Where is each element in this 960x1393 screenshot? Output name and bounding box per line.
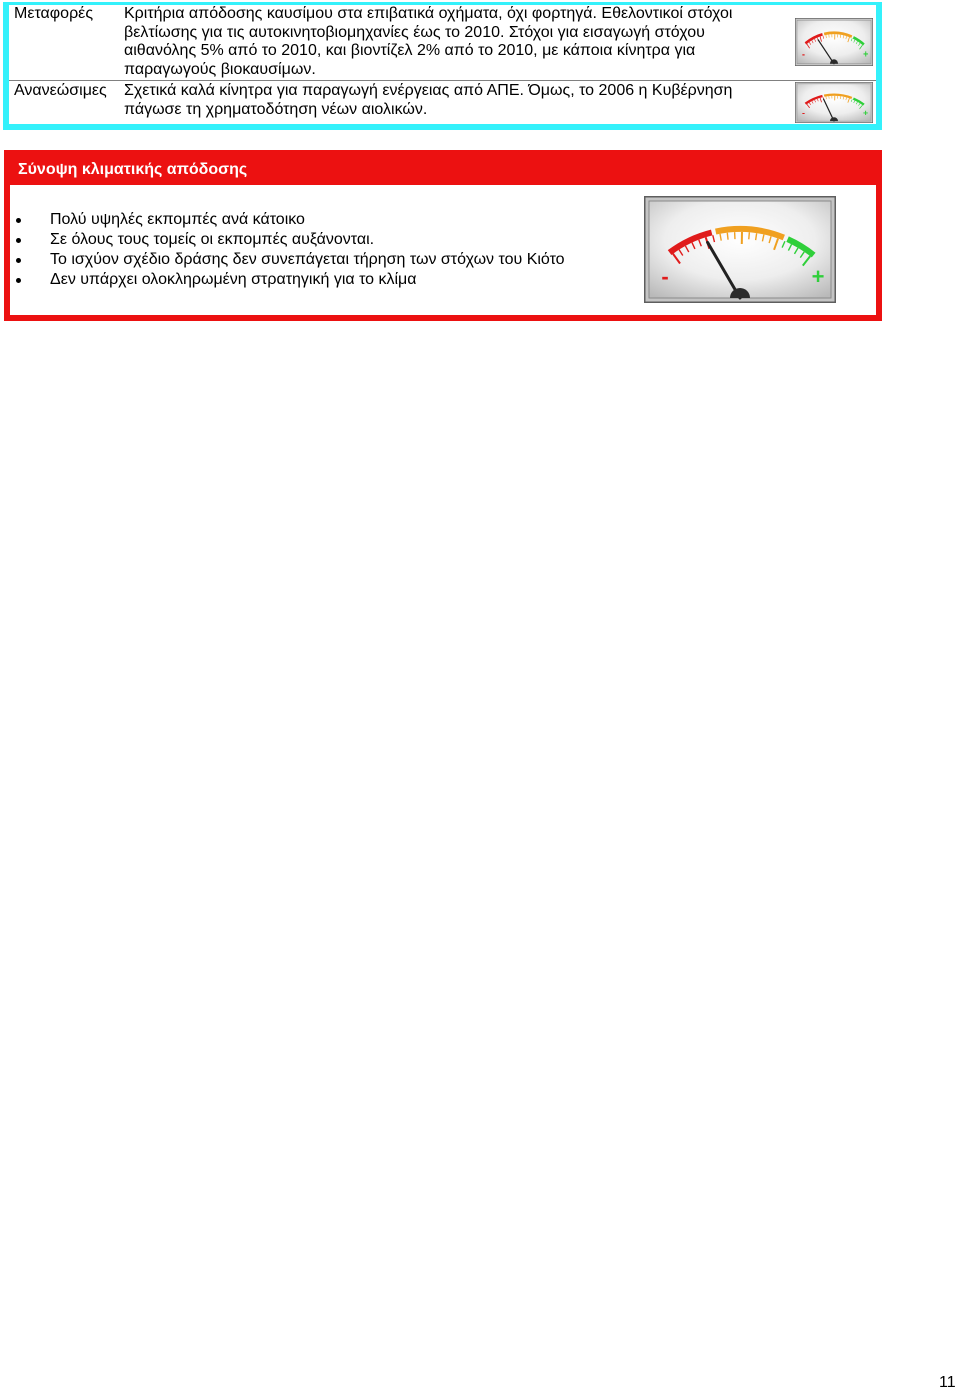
overall-climate-gauge [644,196,836,303]
gauge-tick [749,232,750,239]
summary-title: Σύνοψη κλιματικής απόδοσης [18,160,247,180]
gauge-plus-label: + [863,48,869,60]
list-item-text: Το ισχύον σχέδιο δράσης δεν συνεπάγεται τήρηση των στόχων του Κιότο [50,250,565,270]
renewables-performance-gauge [795,82,873,123]
transport-performance-gauge [795,18,873,66]
list-item-text: Πολύ υψηλές εκπομπές ανά κάτοικο [50,210,305,230]
bullet-dot-icon [16,218,21,223]
gauge-minus-label: - [802,48,805,60]
row-description-transport [124,5,732,80]
gauge-plus-label: + [812,264,825,289]
description-line: παραγωγούς βιοκαυσίμων. [124,61,732,80]
climate-performance-summary [4,150,882,321]
sector-performance-table [3,2,882,130]
description-line: αιθανόλης 5% από το 2010, και βιοντίζελ 2% από το 2010, με κάποια κίνητρα για [124,42,732,61]
description-line: Κριτήρια απόδοσης καυσίμου στα επιβατικά οχήματα, όχι φορτηγά. Εθελοντικοί στόχοι [124,5,732,24]
bullet-dot-icon [16,278,21,283]
page-number: 11 [939,1373,956,1393]
summary-header [10,150,876,185]
description-line: βελτίωσης για τις αυτοκινητοβιομηχανίες έως το 2010. Στόχοι για εισαγωγή στόχου [124,24,732,43]
list-item [10,270,610,290]
summary-bullet-list [10,210,610,290]
bullet-dot-icon [16,258,21,263]
list-item [10,230,610,250]
list-item [10,250,610,270]
row-description-renewables [124,82,732,119]
description-line: Σχετικά καλά κίνητρα για παραγωγή ενέργειας από ΑΠΕ. Όμως, το 2006 η Κυβέρνηση [124,82,732,101]
gauge-plus-label: + [863,108,868,118]
bullet-dot-icon [16,238,21,243]
row-label-renewables: Ανανεώσιμες [14,82,107,101]
gauge-minus-label: - [661,264,668,289]
description-line: πάγωσε τη χρηματοδότηση νέων αιολικών. [124,101,732,120]
table-row-renewables [9,81,876,124]
table-row-transport [9,5,876,80]
gauge-tick [727,233,728,240]
list-item-text: Δεν υπάρχει ολοκληρωμένη στρατηγική για το κλίμα [50,270,417,290]
gauge-minus-label: - [802,108,805,118]
list-item [10,210,610,230]
row-label-transport: Μεταφορές [14,5,93,24]
list-item-text: Σε όλους τους τομείς οι εκπομπές αυξάνονται. [50,230,374,250]
